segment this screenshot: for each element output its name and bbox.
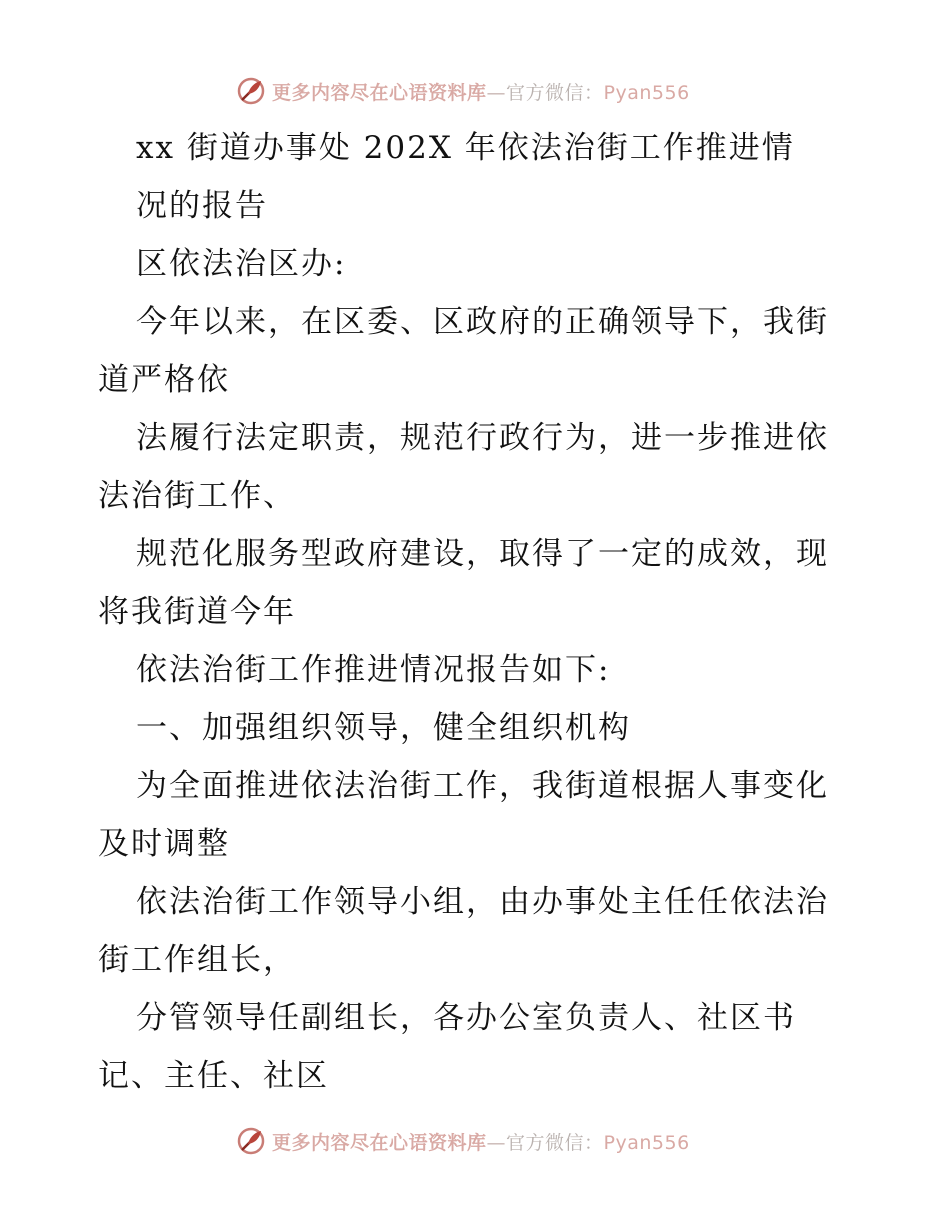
doc-paragraph-line: 规范化服务型政府建设，取得了一定的成效，现 — [136, 536, 829, 572]
doc-section-heading: 一、加强组织领导，健全组织机构 — [136, 710, 631, 746]
footer-watermark — [236, 1124, 756, 1158]
watermark-dash: — — [486, 1131, 507, 1154]
doc-paragraph-line: 今年以来，在区委、区政府的正确领导下，我街 — [136, 304, 829, 340]
doc-title-line-2: 况的报告 — [136, 188, 268, 224]
doc-paragraph-line: 记、主任、社区 — [98, 1058, 329, 1094]
doc-paragraph-line: 依法治街工作推进情况报告如下: — [136, 652, 611, 688]
header-watermark — [236, 74, 756, 108]
doc-paragraph-line: 将我街道今年 — [98, 594, 296, 630]
feather-logo-icon — [236, 1126, 266, 1156]
doc-title-line-1: xx 街道办事处 202X 年依法治街工作推进情 — [136, 130, 795, 166]
doc-paragraph-line: 为全面推进依法治街工作，我街道根据人事变化 — [136, 768, 829, 804]
watermark-brand: 更多内容尽在心语资料库 — [272, 1131, 487, 1154]
doc-addressee: 区依法治区办: — [136, 246, 347, 282]
watermark-label: 官方微信： — [506, 81, 604, 104]
watermark-label: 官方微信： — [506, 1131, 604, 1154]
watermark-dash: — — [486, 81, 507, 104]
doc-paragraph-line: 依法治街工作领导小组，由办事处主任任依法治 — [136, 884, 829, 920]
watermark-id: Pyan556 — [603, 81, 690, 104]
doc-paragraph-line: 道严格依 — [98, 362, 230, 398]
doc-paragraph-line: 街工作组长， — [98, 942, 296, 978]
doc-paragraph-line: 法履行法定职责，规范行政行为，进一步推进依 — [136, 420, 829, 456]
watermark-brand: 更多内容尽在心语资料库 — [272, 81, 487, 104]
watermark-id: Pyan556 — [603, 1131, 690, 1154]
doc-paragraph-line: 分管领导任副组长，各办公室负责人、社区书 — [136, 1000, 796, 1036]
feather-logo-icon — [236, 76, 266, 106]
doc-paragraph-line: 法治街工作、 — [98, 478, 296, 514]
doc-paragraph-line: 及时调整 — [98, 826, 230, 862]
